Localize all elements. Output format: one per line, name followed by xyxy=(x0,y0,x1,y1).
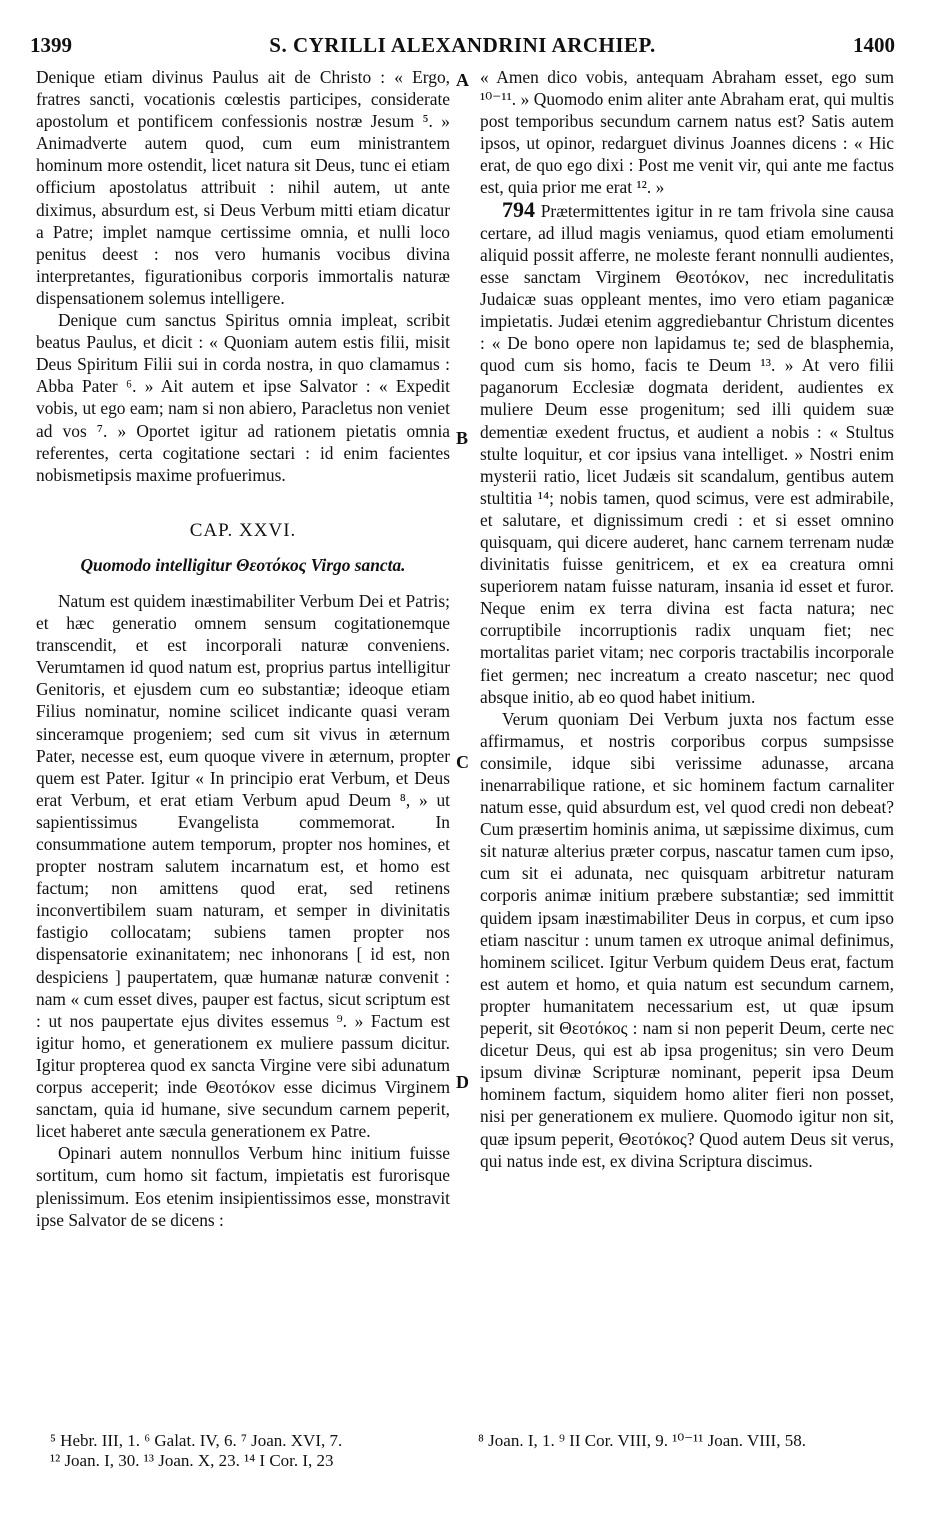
chapter-heading: CAP. XXVI. xyxy=(189,519,297,541)
running-title: S. CYRILLI ALEXANDRINI ARCHIEP. xyxy=(269,33,656,57)
paragraph-with-number xyxy=(480,196,894,708)
footnote-line: ¹² Joan. I, 30. ¹³ Joan. X, 23. ¹⁴ I Cor. I, 23 xyxy=(50,1451,334,1470)
paragraph-text: Prætermittentes igitur in re tam frivola sine causa certare, ad illud magis veniamus, quod etiam emolumenti aliquid possit afferre, ne moleste ferant nonnulli audientes, esse sanctam Virginem Θεοτόκον, nec incredulitatis Judaicæ suas oppleant mentes, imo vero etiam paganicæ impietatis. Judæi etenim aggrediebantur Christum dicentes : « De bono opere non lapidamus te; sed de blasphemia, quod cum sis homo, facis te Deum ¹³. » At vero filii paganorum Ecclesiæ dogmata derident, audientes ex muliere Deum esse progenitum; sed illi quidem suæ dementiæ exedent fructus, et audient a nobis : « Stultus stulte loquitur, et cor ipsius vana intelliget. » Nostri enim mysterii ratio, licet Judæis sit scandalum, gentibus autem stultitia ¹⁴; nobis tamen, quod scimus, vere est admirabile, et salutare, et dignissimum credi : et si esset omnino quisquam, qui dicere auderet, hanc carnem terrenam nudæ divinitatis fuisse genitricem, et ex ea creatura omni superiorem natam fuisse naturam, insania id esset et furor. Neque enim ex terra divina est facta natura; nec corruptibile incorruptionis radix unquam fiet; nec mortalitas pariet vitam; nec corporis tractabilis incorporale fiet germen; nec increatum a creato nascetur; nec quod absque initio, ab eo quod habet initium. xyxy=(480,200,894,707)
section-number: 794 xyxy=(502,196,535,222)
paragraph: Verum quoniam Dei Verbum juxta nos factum esse affirmamus, et nostris corporibus corpus sumpsisse consimile, idque sibi verissime adunasse, arcana inenarrabilique ratione, et sic hominem factum carnaliter natum esse, quid absurdum est, vel quod credi non debeat? Cum præsertim hominis anima, ut sæpissime diximus, cum sit naturæ alterius præter corpus, nascatur tamen cum ipso, cum sit ei adunata, nec quisquam arbitretur naturam corporis animæ initium præbere substantiæ; sed immittit quidem ipsam inæstimabiliter Deus in corpus, et cum ipso etiam nascitur : unum tamen ex utroque animal definimus, hominem scilicet. Igitur Verbum quidem Deus erat, factum est autem et homo, et quia natum est secundum carnem, propter humanitatem necessarium est, ut quæ ipsum peperit, sit Θεοτόκος : nam si non peperit Deum, certe nec dicetur Deus, qui est ab ipsa progenitus; sin vero Deum ipsum divinæ Scripturæ nominant, peperit ipsa Deum hominem factum, siquidem homo aliter fieri non posset, nisi per generationem ex muliere. Quomodo igitur non sit, quæ ipsum peperit, Θεοτόκος? Quod autem Deus sit verus, qui natus inde est, ex divina Scriptura discimus. xyxy=(480,708,894,1171)
margin-marker-a: A xyxy=(456,70,469,90)
page-number-left: 1399 xyxy=(30,33,72,57)
footnote-line: ⁸ Joan. I, 1. ⁹ II Cor. VIII, 9. ¹⁰⁻¹¹ Joan. VIII, 58. xyxy=(478,1431,806,1450)
right-column xyxy=(480,66,894,1172)
margin-marker-b: B xyxy=(456,428,469,448)
footnotes-right xyxy=(478,1431,918,1451)
margin-marker-d: D xyxy=(456,1072,469,1092)
left-column xyxy=(36,66,450,1231)
paragraph: Denique etiam divinus Paulus ait de Christo : « Ergo, fratres sancti, vocationis cœlestis participes, considerate apostolum et pontificem confessionis nostræ Jesum ⁵. » Animadverte autem quod, cum eum ministrantem hominum more ostendit, licet natura sit Deus, tunc ei etiam officium apostolatus attribuit : nihil autem, ut ante diximus, absurdum est, si Deus Verbum mitti etiam dicatur a Patre; implet namque certissime omnia, et nulli loco penitus deest : nos vero humanis vocibus divina interpretantes, figurationibus corporis immortalis naturæ dispensationem solemus intelligere. xyxy=(36,67,450,308)
paragraph: Opinari autem nonnullos Verbum hinc initium fuisse sortitum, cum homo sit factum, impietatis est furorisque plenissimum. Eos etenim insipientissimos esse, monstravit ipse Salvator de se dicens : xyxy=(36,1143,450,1230)
footnotes-left xyxy=(50,1431,470,1471)
paragraph: « Amen dico vobis, antequam Abraham esset, ego sum ¹⁰⁻¹¹. » Quomodo enim aliter ante Abraham erat, qui multis post temporibus secundum carnem natus est? Satis autem ipsos, ut opinor, redarguet divinus Joannes dicens : « Hic erat, de quo ego dixi : Post me venit vir, qui ante me factus est, quia prior me erat ¹². » xyxy=(480,67,894,198)
paragraph: Denique cum sanctus Spiritus omnia impleat, scribit beatus Paulus, et dicit : « Quoniam autem estis filii, misit Deus Spiritum Filii sui in corda nostra, in quo clamamus : Abba Pater ⁶. » Ait autem et ipse Salvator : « Expedit vobis, ut ego eam; nam si non abiero, Paracletus non veniet ad vos ⁷. » Oportet igitur ad rationem pietatis omnia referentes, certa cogitatione sectari : id enim facientes nobismetipsis maxime profuerimus. xyxy=(36,310,450,485)
footnote-line: ⁵ Hebr. III, 1. ⁶ Galat. IV, 6. ⁷ Joan. XVI, 7. xyxy=(50,1431,343,1450)
page-header xyxy=(30,32,895,62)
chapter-title: Quomodo intelligitur Θεοτόκος Virgo sancta. xyxy=(80,554,406,575)
paragraph: Natum est quidem inæstimabiliter Verbum Dei et Patris; et hæc generatio omnem sensum cogitationemque transcendit, et est incorporali naturæ conveniens. Verumtamen id quod natum est, proprius partus intelligitur Genitoris, et ejusdem cum eo substantiæ; ideoque etiam Filius nominatur, nomine scilicet indicante quasi veram sinceramque progeniem; sed cum sit vivus in æternum Pater, necesse est, eum quoque vivere in æternum, propter quem est Pater. Igitur « In principio erat Verbum, et Deus erat Verbum, et erat etiam Verbum apud Deum ⁸, » ut sapientissimus Evangelista commemorat. In consummatione autem temporum, propter nos homines, et propter nostram salutem incarnatum est, et homo est factum; non amittens quod erat, sed retinens inconvertibilem suam naturam, et semper in divinitatis fastigio collocatam; subiens tamen propter nos dispensatorie exinanitatem; nec inhonorans [ id est, non despiciens ] paupertatem, quæ humanæ naturæ convenit : nam « cum esset dives, pauper est factus, sicut scriptum est : ut nos paupertate ejus divites essemus ⁹. » Factum est igitur homo, et generationem ex muliere passum dicitur. Igitur propterea quod ex sancta Virgine vere sibi adunatum corpus acceperit; inde Θεοτόκον esse dicimus Virginem sanctam, quia id humane, sive secundum carnem peperit, licet haberet ante sæcula generationem ex Patre. xyxy=(36,590,450,1142)
page-number-right: 1400 xyxy=(853,33,895,57)
margin-marker-c: C xyxy=(456,752,469,772)
